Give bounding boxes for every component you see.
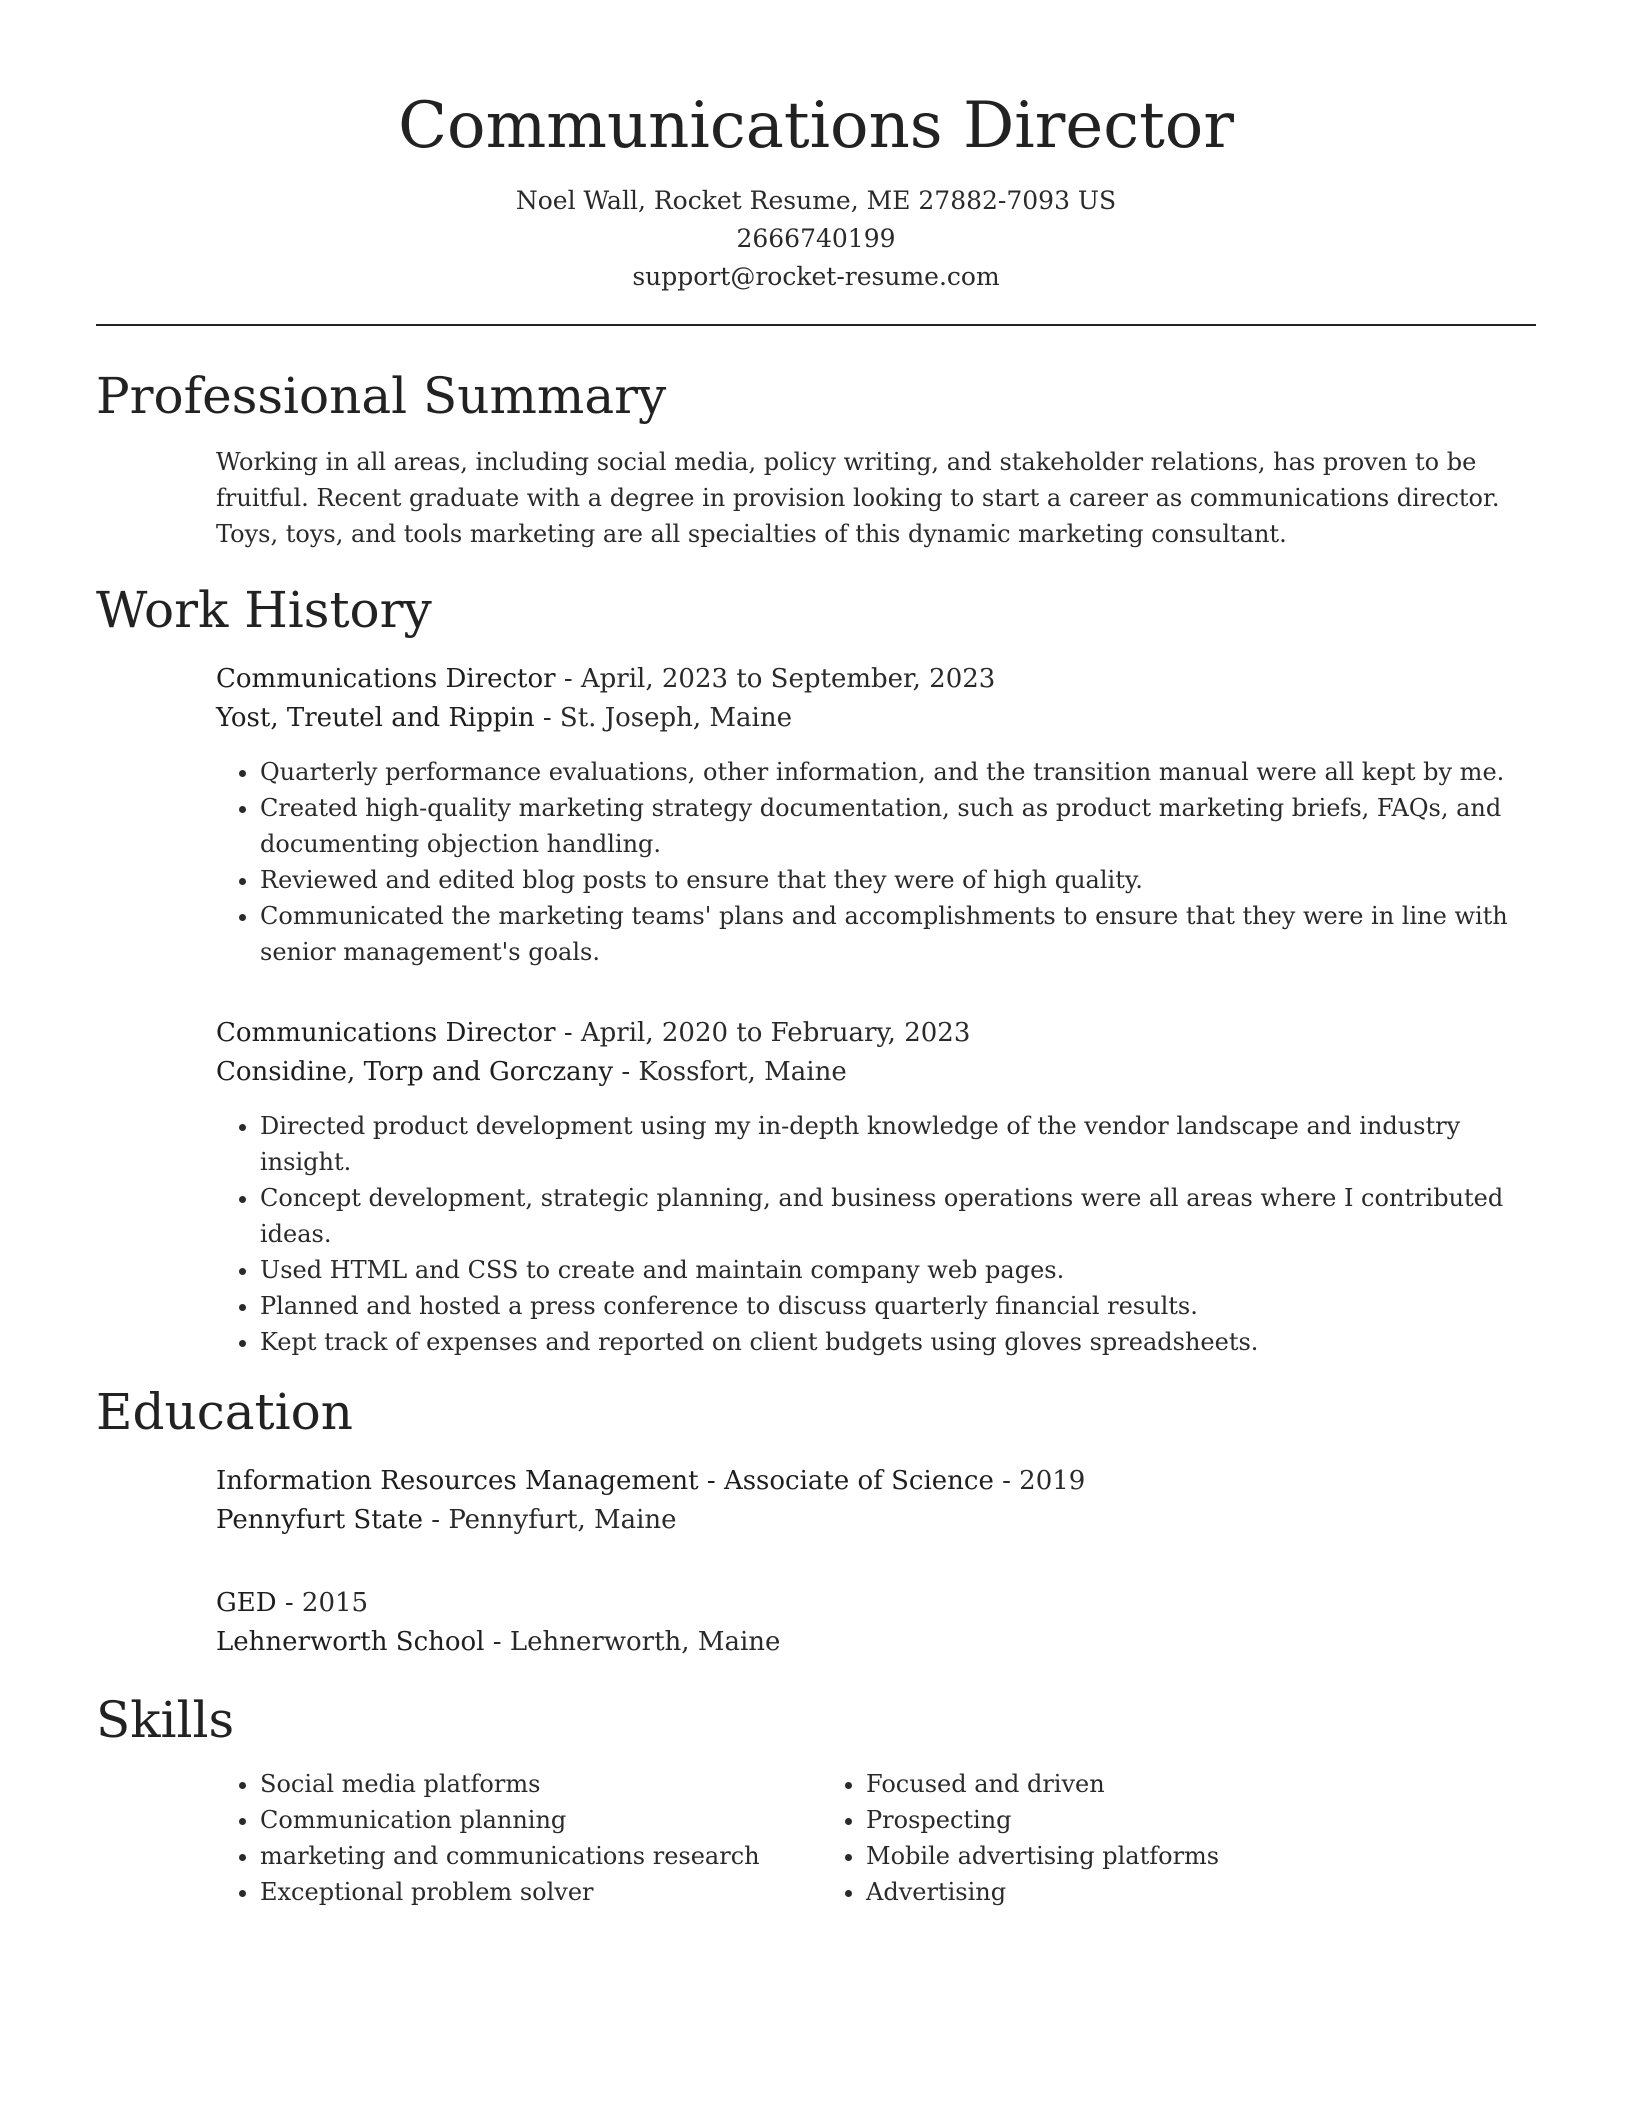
education-school-line (216, 1501, 1536, 1540)
job-bullet: • Planned and hosted a press conference to discuss quarterly financial results. (260, 1288, 1536, 1324)
job-bullet: • Communicated the marketing teams' plans and accomplishments to ensure that they were in line with senior management's goals. (260, 898, 1536, 970)
skills-heading: Skills (96, 1691, 235, 1749)
work-history-body (96, 660, 1536, 1360)
job-title: Communications Director (216, 1018, 556, 1048)
education-year: - 2019 (993, 1466, 1086, 1496)
education-location: - Lehnerworth, Maine (484, 1627, 781, 1657)
job-dates: - April, 2023 to September, 2023 (555, 664, 996, 694)
job-dates: - April, 2020 to February, 2023 (555, 1018, 971, 1048)
skill-item: • Exceptional problem solver (260, 1874, 822, 1910)
skill-item: • marketing and communications research (260, 1838, 822, 1874)
job-title-line (216, 1014, 1536, 1053)
resume-title: Communications Director (398, 89, 1234, 163)
job-bullet: • Concept development, strategic planning, and business operations were all areas where I contributed ideas. (260, 1180, 1536, 1252)
job-location: - Kossfort, Maine (613, 1057, 847, 1087)
contact-phone: 2666740199 (736, 224, 896, 253)
education-degree-line (216, 1584, 1536, 1623)
work-history-section (96, 580, 1536, 1360)
education-school-line (216, 1623, 1536, 1662)
skill-item: • Prospecting (866, 1802, 1428, 1838)
resume-header (96, 0, 1536, 296)
skill-item: • Mobile advertising platforms (866, 1838, 1428, 1874)
education-heading: Education (96, 1383, 353, 1441)
education-section (96, 1382, 1536, 1662)
job-bullet: • Directed product development using my in-depth knowledge of the vendor landscape and industry insight. (260, 1108, 1536, 1180)
job-company: Yost, Treutel and Rippin (216, 703, 535, 733)
summary-heading: Professional Summary (96, 367, 667, 425)
education-school: Lehnerworth School (216, 1627, 485, 1657)
skills-list-right (822, 1766, 1428, 1910)
skills-section (96, 1690, 1536, 1910)
summary-section (96, 366, 1536, 552)
education-location: - Pennyfurt, Maine (423, 1505, 677, 1535)
summary-body (96, 444, 1536, 552)
skill-item: • Social media platforms (260, 1766, 822, 1802)
job-bullets (216, 1108, 1536, 1360)
job-title-line (216, 660, 1536, 699)
job-entry (216, 660, 1536, 970)
job-bullet: • Reviewed and edited blog posts to ensure that they were of high quality. (260, 862, 1536, 898)
contact-email: support@rocket-resume.com (632, 262, 1000, 291)
contact-block (96, 182, 1536, 296)
job-bullet: • Quarterly performance evaluations, other information, and the transition manual were all kept by me. (260, 754, 1536, 790)
education-entry (216, 1584, 1536, 1662)
job-entry (216, 1014, 1536, 1360)
education-school: Pennyfurt State (216, 1505, 423, 1535)
job-company: Considine, Torp and Gorczany (216, 1057, 614, 1087)
education-body (96, 1462, 1536, 1662)
skill-item: • Focused and driven (866, 1766, 1428, 1802)
header-divider (96, 324, 1536, 326)
skills-body (96, 1766, 1536, 1910)
skills-list-left (216, 1766, 822, 1910)
skill-item: • Advertising (866, 1874, 1428, 1910)
job-location: - St. Joseph, Maine (534, 703, 792, 733)
job-bullet: • Created high-quality marketing strategy documentation, such as product marketing briefs, FAQs, and documenting objection handling. (260, 790, 1536, 862)
education-degree: Information Resources Management - Associate of Science (216, 1466, 994, 1496)
skills-grid (216, 1766, 1536, 1910)
job-bullet: • Kept track of expenses and reported on client budgets using gloves spreadsheets. (260, 1324, 1536, 1360)
job-company-line (216, 699, 1536, 738)
job-bullet: • Used HTML and CSS to create and maintain company web pages. (260, 1252, 1536, 1288)
education-year: - 2015 (276, 1588, 369, 1618)
contact-address: Noel Wall, Rocket Resume, ME 27882-7093 US (515, 186, 1117, 215)
summary-text: Working in all areas, including social media, policy writing, and stakeholder relations, has proven to be fruitful. Recent graduate with a degree in provision looking to start a career as communications director. Toys, toys, and tools marketing are all specialties of this dynamic marketing consultant. (216, 448, 1500, 548)
job-title: Communications Director (216, 664, 556, 694)
work-history-heading: Work History (96, 581, 432, 639)
job-bullets (216, 754, 1536, 970)
education-degree-line (216, 1462, 1536, 1501)
job-company-line (216, 1053, 1536, 1092)
skill-item: • Communication planning (260, 1802, 822, 1838)
education-entry (216, 1462, 1536, 1540)
education-degree: GED (216, 1588, 277, 1618)
